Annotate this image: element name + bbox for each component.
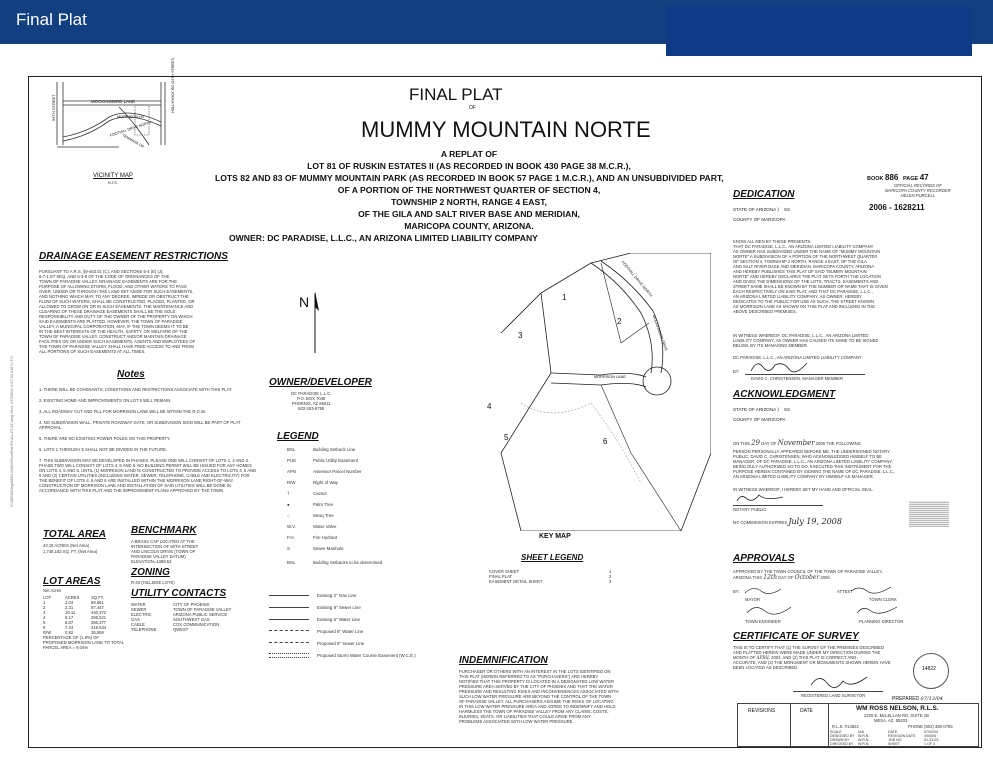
vicinity-street-morrison: MORRISON LN: [117, 115, 144, 119]
margin-side-text: S:\0850\Dwg\0850-MMN\FinalPlat\FINAL-PLAT.dwg Mon, 07/29/04 9:47:01 AM N.T.S.: [9, 355, 14, 507]
vicinity-street-mockingbird-lane: MOCKINGBIRD LANE: [91, 99, 136, 104]
approvals-engineer: TOWN ENGINEER: [745, 619, 781, 624]
recording-book: BOOK 886 PAGE 47: [867, 173, 929, 182]
total-area-line-0: 43.18 ACRES (Net Area): [43, 543, 90, 548]
list-item: Existing 6" Water Line: [269, 613, 416, 625]
list-item: BSL Building Setbacks to be determined: [287, 560, 383, 565]
benchmark-text: A BRASS CAP LOCATED AT THE INTERSECTION OF 60TH STREET AND LINCOLN DRIVE (TOWN OF PARADISE VALLEY DATUM) ELEVATION=1388.53: [131, 539, 199, 564]
table-row: 1 2.04 88,861: [43, 600, 104, 605]
plat-title-main: MUMMY MOUNTAIN NORTE: [361, 117, 651, 142]
list-item: WATER CITY OF PHOENIX: [131, 602, 210, 607]
vicinity-map: [49, 77, 169, 172]
indemnification-text: PURCHASER OR OTHERS WITH AN INTEREST IN THE LOTS IDENTIFIED ON THIS PLAT (HEREIN REFERRED TO AS "PURCHASERS") ARE HEREBY NOTIFIED THAT THIS PROPERTY IS LOCATED IN A DESIGNATED LOW WATER PRESSURE AREA SERVED BY THE CITY OF PHOENIX AND THAT THE WATER PRESSURE AND RESULTING RISKS AND INCONVENIENCES ASSOCIATED WITH SUCH LOW WATER PRESSURE ARE BEYOND THE CONTROL OF THE TOWN OF PARADISE VALLEY. ALL PURCHASERS ASSUME THE RISKS OF LOCATING IN THIS LOW WATER PRESSURE AREA AND AGREE TO INDEMNIFY AND HOLD HARMLESS THE TOWN OF PARADISE VALLEY FROM ANY CLAIMS, COSTS, INJURIES, SEATS, OR LIABILITIES THAT COULD ARISE FROM ANY PROBLEMS ASSOCIATED WITH LOW WATER PRESSURE.: [459, 669, 619, 724]
approvals-text-1: ARIZONA THIS 12th DAY OF October 2006: [733, 574, 830, 581]
table-row: R/W 0.82 35,559: [43, 630, 104, 635]
vicinity-street-tamarisk: TAMARISK DR: [121, 133, 145, 149]
ack-notary: NOTARY PUBLIC: [733, 507, 767, 512]
dedication-heading: DEDICATION: [733, 189, 795, 200]
tb-prepared: PREPARED 07/13/04: [892, 696, 943, 702]
zoning-text: R-43 (HILLSIDE LOTS): [131, 580, 175, 585]
plat-subtitle-6: MARICOPA COUNTY, ARIZONA.: [404, 221, 534, 231]
notes-heading: Notes: [117, 369, 145, 380]
keymap-lot-3: 3: [518, 331, 523, 340]
approval-signatures: [741, 583, 921, 619]
list-item: Existing 8" Sewer Line: [269, 601, 416, 613]
tb-revisions: REVISIONS: [748, 708, 776, 714]
list-item: Existing 2" Gas Line: [269, 589, 416, 601]
keymap-road-mockingbird: MOCKINGBIRD DRIVE: [651, 314, 669, 352]
plat-subtitle-4: TOWNSHIP 2 NORTH, RANGE 4 EAST,: [391, 197, 547, 207]
header-accent-block: [666, 6, 972, 56]
ack-on-this: ON THIS 29 DAY OF November 2006 THE FOLLOWING: [733, 439, 861, 447]
legend-lines: [269, 589, 416, 661]
indemnification-heading: INDEMNIFICATION: [459, 655, 548, 666]
tb-rows: [830, 730, 938, 746]
legend-heading: LEGEND: [277, 431, 319, 442]
plat-sheet: [9, 57, 982, 748]
vicinity-street-hollyhock: HOLLYHOCK RD (64TH STREET): [171, 57, 175, 113]
drainage-text: PURSUANT TO A.R.S. §9-463.01 (C), AND SECTIONS 6-4 (E) (J), 6-7-1 ET SEQ. AND 6-3-8 OF THE CODE OF ORDINANCES OF THE TOWN OF PARADISE VALLEY, DRAINAGE EASEMENTS ARE FOR THE PURPOSE OF ALLOWING STORM, FLOOD, AND OTHER WATERS TO PASS OVER, UNDER OR THROUGH THE LAND SET ASIDE FOR SUCH EASEMENTS, AND NOTHING WHICH MAY, TO ANY DEGREE, IMPEDE OR OBSTRUCT THE FLOW OF SUCH WATERS, SHALL BE CONSTRUCTED, PLACED, PLANTED, OR ALLOWED TO GROW ON OR IN SUCH EASEMENTS. THE MAINTENANCE AND CLEARING OF THESE DRAINAGE EASEMENTS SHALL BE THE SOLE RESPONSIBILITY AND DUTY OF THE OWNER OF THE PROPERTY ON WHICH SAID EASEMENTS ARE PLATTED. HOWEVER, THE TOWN OF PARADISE VALLEY, A MUNICIPAL CORPORATION, MAY, IF THE TOWN DEEMS IT TO BE IN THE BEST INTERESTS OF THE HEALTH, SAFETY, OR WELFARE OF THE TOWN OF PARADISE VALLEY, CONSTRUCT AND/OR MAINTAIN DRAINAGE FACILITIES ON OR UNDER SUCH EASEMENTS. AGENTS AND EMPLOYEES OF THE TOWN OF PARADISE VALLEY SHALL HAVE FREE ACCESS TO AND FROM ALL PORTIONS OF SUCH EASEMENTS AT ALL TIMES.: [39, 269, 196, 354]
keymap-lot-4: 4: [487, 402, 492, 411]
owner-dev-heading: OWNER/DEVELOPER: [269, 377, 372, 388]
list-item: S Sewer Manhole: [287, 546, 344, 551]
plat-title-final: FINAL PLAT: [409, 85, 503, 104]
legend-list: [287, 447, 382, 576]
table-row: SCALE N/A DATE 07/02/04: [830, 730, 938, 734]
dedication-state: STATE OF ARIZONA ) SS: [733, 207, 791, 212]
keymap-lot-6: 6: [603, 437, 608, 446]
lot-areas-heading: LOT AREAS: [43, 576, 101, 587]
dedication-signature: [749, 357, 809, 375]
utility-list: [131, 602, 231, 632]
ack-county: COUNTY OF MARICOPA: [733, 417, 786, 422]
keymap-label: KEY MAP: [539, 533, 571, 540]
approvals-planning: PLANNING DIRECTOR: [859, 619, 904, 624]
table-row: 3 10.11 440,372: [43, 610, 107, 615]
dedication-text: KNOW ALL MEN BY THESE PRESENTS: THAT DC PARADISE, L.L.C., AN ARIZONA LIMITED LIABILITY COMPANY AS OWNER HAS SUBDIVIDED UNDER THE NAME OF "MUMMY MOUNTAIN NORTE" A SUBDIVISION OF A PORTION OF THE NORTHWEST QUARTER OF SECTION 4, TOWNSHIP 2 NORTH, RANGE 4 EAST, OF THE GILA AND SALT RIVER BASE AND MERIDIAN, MARICOPA COUNTY, ARIZONA AND HEREBY PUBLISHES THIS PLAT OF SAID "MUMMY MOUNTAIN NORTE" AND HEREBY DECLARES THE PLAT SETS FORTH THE LOCATION AND GIVES THE DIMENSIONS OF THE LOTS, TRACTS, EASEMENTS AND STREET SAME SHALL BE KNOWN BY THE NUMBER OR NAME THAT IS GIVEN EACH RESPECTIVELY ON SAID PLAT, AND THAT DC PARADISE, L.L.C., AN ARIZONA LIMITED LIABILITY COMPANY, AS OWNER, HEREBY DEDICATES TO THE PUBLIC FOR USE AS SUCH, THE STREET KNOWN AS MORRISON LANE AS SHOWN ON THIS PLAT AND INCLUDED IN THE ABOVE DESCRIBED PREMISES.: [733, 239, 888, 314]
keymap-road-foothill: FOOTHILL DRIVE NORTH: [620, 260, 653, 298]
notary-sign-line: [733, 505, 823, 506]
table-row: 4 6.17 268,521: [43, 615, 107, 620]
vicinity-map-scale: N.T.S.: [108, 181, 118, 185]
list-item: Proposed Storm Water Course Easement (W.C.E.): [269, 649, 416, 661]
dedication-sign-line: [745, 374, 865, 375]
title-block: [737, 696, 979, 747]
ack-text: PERSON PERSONALLY APPEARED BEFORE ME, THE UNDERSIGNED NOTARY PUBLIC, DAVID C. CHRISTENSEN, WHO ACKNOWLEDGED HIMSELF TO BE MANAGER, OF DC PARADISE, L.L.C., AN ARIZONA LIMITED LIABILITY COMPANY, BEING DULY AUTHORIZED SO TO DO, EXECUTED THIS INSTRUMENT FOR THE PURPOSE HEREIN CONTAINED BY SIGNING THE NAME OF DC PARADISE, L.L.C., AN ARIZONA LIMITED LIABILITY COMPANY BY HIMSELF AS MANAGER.: [733, 449, 896, 479]
notary-seal: [909, 501, 949, 527]
tb-address-1: MESA, AZ. 85203: [874, 718, 908, 723]
plat-title-of: OF: [469, 105, 476, 111]
surveyor-sign-line: [793, 691, 883, 692]
table-row: 5 8.87 386,377: [43, 620, 107, 625]
vicinity-street-foothill: FOOTHILL DRIVE NORTH: [109, 120, 152, 138]
tb-phone: PHONE (602) 380-0765: [908, 724, 953, 729]
owner-dev-lines: DC PARADISE L.L.C. P.O. BOX 7046 PHOENIX, AZ 85011 602-263-8758: [291, 391, 332, 411]
lot-areas-sub: Net Acres: [43, 588, 62, 593]
surveyor-seal-number: 14822: [922, 666, 936, 672]
recording-doc-no: 2006 - 1628211: [869, 203, 925, 212]
plat-subtitle-1: LOT 81 OF RUSKIN ESTATES II (AS RECORDED IN BOOK 430 PAGE 38 M.C.R.),: [307, 161, 631, 171]
list-item: F.H. Fire Hydrant: [287, 535, 338, 540]
plat-subtitle-2: LOTS 82 AND 83 OF MUMMY MOUNTAIN PARK (AS RECORDED IN BOOK 57 PAGE 1 M.C.R.), AND AN UNSUBDIVIDED PART,: [215, 173, 724, 183]
approvals-by: BY:: [733, 589, 740, 594]
drainage-heading: DRAINAGE EASEMENT RESTRICTIONS: [39, 251, 228, 262]
tb-firm: WM ROSS NELSON, R.L.S.: [856, 705, 939, 712]
list-item: † Cactus: [287, 491, 327, 496]
approvals-heading: APPROVALS: [733, 553, 795, 564]
key-map: [481, 253, 711, 531]
ack-state: STATE OF ARIZONA ) SS: [733, 407, 791, 412]
table-header: LOT ACRES SQ.FT.: [43, 595, 105, 600]
ack-witness: IN WITNESS WHEREOF, I HEREBY SET MY HAND AND OFFICIAL SEAL.: [733, 487, 874, 492]
list-item: ELECTRIC ARIZONA PUBLIC SERVICE: [131, 612, 228, 617]
approvals-mayor: MAYOR: [745, 597, 761, 602]
approvals-text-0: APPROVED BY THE TOWN COUNCIL OF THE TOWN OF PARADISE VALLEY,: [733, 569, 883, 574]
list-item: Proposed 8" Water Line: [269, 625, 416, 637]
plat-subtitle-0: A REPLAT OF: [440, 149, 498, 159]
vicinity-map-label: VICINITY MAP: [93, 173, 133, 179]
certificate-text: THIS IS TO CERTIFY THAT (1) THE SURVEY OF THE PREMISES DESCRIBED AND PLATTED HEREIN WERE MADE UNDER MY DIRECTION DURING THE MONTH OF APRIL 2003, AND (2) THIS PLAT IS CORRECT AND ACCURATE, AND (3) THE MONUMENT OR MONUMENTS SHOWN HEREIN HAVE BEEN LOCATED AS DESCRIBED.: [733, 645, 891, 670]
list-item: SEWER TOWN OF PARADISE VALLEY: [131, 607, 232, 612]
list-item: EASEMENT DETAIL SHEET 3: [489, 579, 612, 584]
plat-subtitle-5: OF THE GILA AND SALT RIVER BASE AND MERIDIAN,: [358, 209, 580, 219]
list-item: Proposed 8" Sewer Line: [269, 637, 416, 649]
lot-areas-table: LOT ACRES SQ.FT. 1 2.04 88,861 2 2.31 87,447 3 10.11 440,372 4 6.17 268,521 5 8.87 386,377 6 7.34 319,634 R/W 0.82 35,559 PERCENTAGE OF (1.9%) OF PROPOSED MORRISON LANE TO TOTAL PARCEL AREA = 9.04%: [43, 595, 125, 650]
certificate-surveyor: REGISTERED LAND SURVEYOR: [801, 693, 866, 698]
list-item: CABLE COX COMMUNICATION: [131, 622, 220, 627]
dedication-witness: IN WITNESS WHEREOF, DC PARADISE, L.L.C., AN ARIZONA LIMITED LIABILITY COMPANY, AS OWNER HAS CAUSED ITS NAME TO BE SIGNED BELOW, BY ITS MANAGING MEMBER.: [733, 333, 879, 348]
list-item: BSL Building Setback Line: [287, 447, 356, 452]
total-area-line-1: 1,748,163 SQ. FT. (Net Area): [43, 549, 98, 554]
list-item: APN Assessor Parcel Number: [287, 469, 362, 474]
approvals-attest: ATTEST: [837, 589, 853, 594]
certificate-heading: CERTIFICATE OF SURVEY: [733, 631, 859, 642]
header-bar: [0, 0, 993, 44]
keymap-lot-2: 2: [617, 317, 622, 326]
list-item: R/W Right of Way: [287, 480, 338, 485]
benchmark-heading: BENCHMARK: [131, 525, 197, 536]
total-area-heading: TOTAL AREA: [43, 529, 106, 540]
list-item: GAS SOUTHWEST GAS: [131, 617, 210, 622]
tb-date: DATE: [800, 708, 813, 714]
tb-rls: R.L.S. #14822: [832, 724, 859, 729]
table-row: 2 2.31 87,447: [43, 605, 104, 610]
page-title: Final Plat: [16, 10, 87, 29]
dedication-by: BY:: [733, 369, 740, 374]
list-item: PUE Public Utility Easement: [287, 458, 358, 463]
notary-signature: [735, 491, 785, 505]
keymap-lot-5: 5: [504, 433, 509, 442]
plat-subtitle-3: OF A PORTION OF THE NORTHWEST QUARTER OF SECTION 4,: [337, 185, 601, 195]
north-arrow-icon: [297, 287, 327, 357]
keymap-road-morrison: MORRISON LANE: [594, 375, 626, 379]
table-row: DRAWN BY W.R.N. JOB NO. 01-33-03: [830, 738, 939, 742]
dedication-signer: DAVID C. CHRISTENSEN, MANAGER MEMBER: [751, 376, 844, 381]
dedication-company: DC PARADISE, L.L.C., AN ARIZONA LIMITED LIABILITY COMPANY: [733, 355, 862, 360]
dedication-county: COUNTY OF MARICOPA: [733, 217, 786, 222]
approvals-clerk: TOWN CLERK: [869, 597, 897, 602]
tb-address-0: 2220 E. McLELLAN RD. SUITE 1B: [864, 713, 929, 718]
recording-office: OFFICIAL RECORDS OF MARICOPA COUNTY RECORDER HELEN PURCELL: [885, 183, 951, 198]
list-item: TELEPHONE QWEST: [131, 627, 189, 632]
utility-heading: UTILITY CONTACTS: [131, 588, 227, 599]
list-item: COVER SHEET 1: [489, 569, 612, 574]
list-item: FINAL PLAT 2: [489, 574, 612, 579]
sheet-legend-heading: SHEET LEGEND: [521, 553, 584, 562]
svg-text:N: N: [299, 294, 310, 310]
notes-list: 1. THERE WILL BE COVENANTS, CONDITIONS AND RESTRICTIONS ASSOCIATE WITH THIS PLAT. 2. EXISTING HOME AND IMPROVEMENTS ON LOT 5 WILL REMAIN. 3. ALL ROADWAY CUT AND FILL FOR MORRISON LANE WILL BE WITHIN THE R.O.W. 4. NO SUBDIVISION WALL, PRIVATE ROADWAY GATE, OR SUBDIVISION SIGN WILL BE PART OF PLAT APPROVAL. 5. THERE ARE NO EXISTING POWER POLES ON THIS PROPERTY. 6. LOTS 1 THROUGH 5 SHALL NOT BE DIVIDED IN THE FUTURE. 7. THIS SUBDIVISION MAY BE DEVELOPED IN PHASES. PLEASE ONE WILL CONSIST OF LOTS 1, 2 AND 3. PHASE TWO WILL CONSIST OF LOTS 4, 5 AND 6. NO BUILDING PERMIT WILL BE ISSUED FOR ANY HOMES ON LOTS 4, 5 AND 6, UNTIL (1) MORRISON LAND IS CONSTRUCTED TO PROVIDE ACCESS TO LOTS 4, 5 AND 6 AND (2) CERTAIN UTILITIES (INCLUDING WATER, SEWER, TELEPHONE, CABLE AND ELECTRICITY) FOR THE BENEFIT OF LOTS 4, 5 AND 6 ARE INSTALLED WITHIN THE MORRISON LANE RIGHT-OF-WAY. CONSTRUCTION OF MORRISON LANE AND INSTALLATION OF SAID UTILITIES WILL BE DONE IN ACCORDANCE WITH THIS PLAT AND THE IMPROVEMENT PLANS APPROVED BY THE TOWN.: [39, 387, 257, 493]
vicinity-street-56th: 56TH STREET: [51, 94, 56, 121]
sheet-legend-rows: [489, 569, 611, 584]
surveyor-signature: [809, 673, 869, 691]
table-row: 6 7.34 319,634: [43, 625, 107, 630]
ack-expires: MY COMMISSION EXPIRES July 19, 2008: [733, 517, 842, 526]
plat-subtitle-7: OWNER: DC PARADISE, L.L.C., AN ARIZONA LIMITED LIABILITY COMPANY: [229, 233, 538, 243]
zoning-heading: ZONING: [131, 567, 170, 578]
list-item: W.V. Water Valve: [287, 524, 337, 529]
table-row: DESIGNED BY W.R.N. REVISION DATE 4/04/05: [830, 734, 936, 738]
table-row: CHECKED BY W.R.N. SHEET 1 OF 3: [830, 742, 935, 746]
acknowledgment-heading: ACKNOWLEDGMENT: [733, 389, 836, 400]
list-item: ○ Mesq Tree: [287, 513, 334, 518]
list-item: ● Palm Tree: [287, 502, 334, 507]
keymap-lot-1: 1: [562, 293, 567, 302]
